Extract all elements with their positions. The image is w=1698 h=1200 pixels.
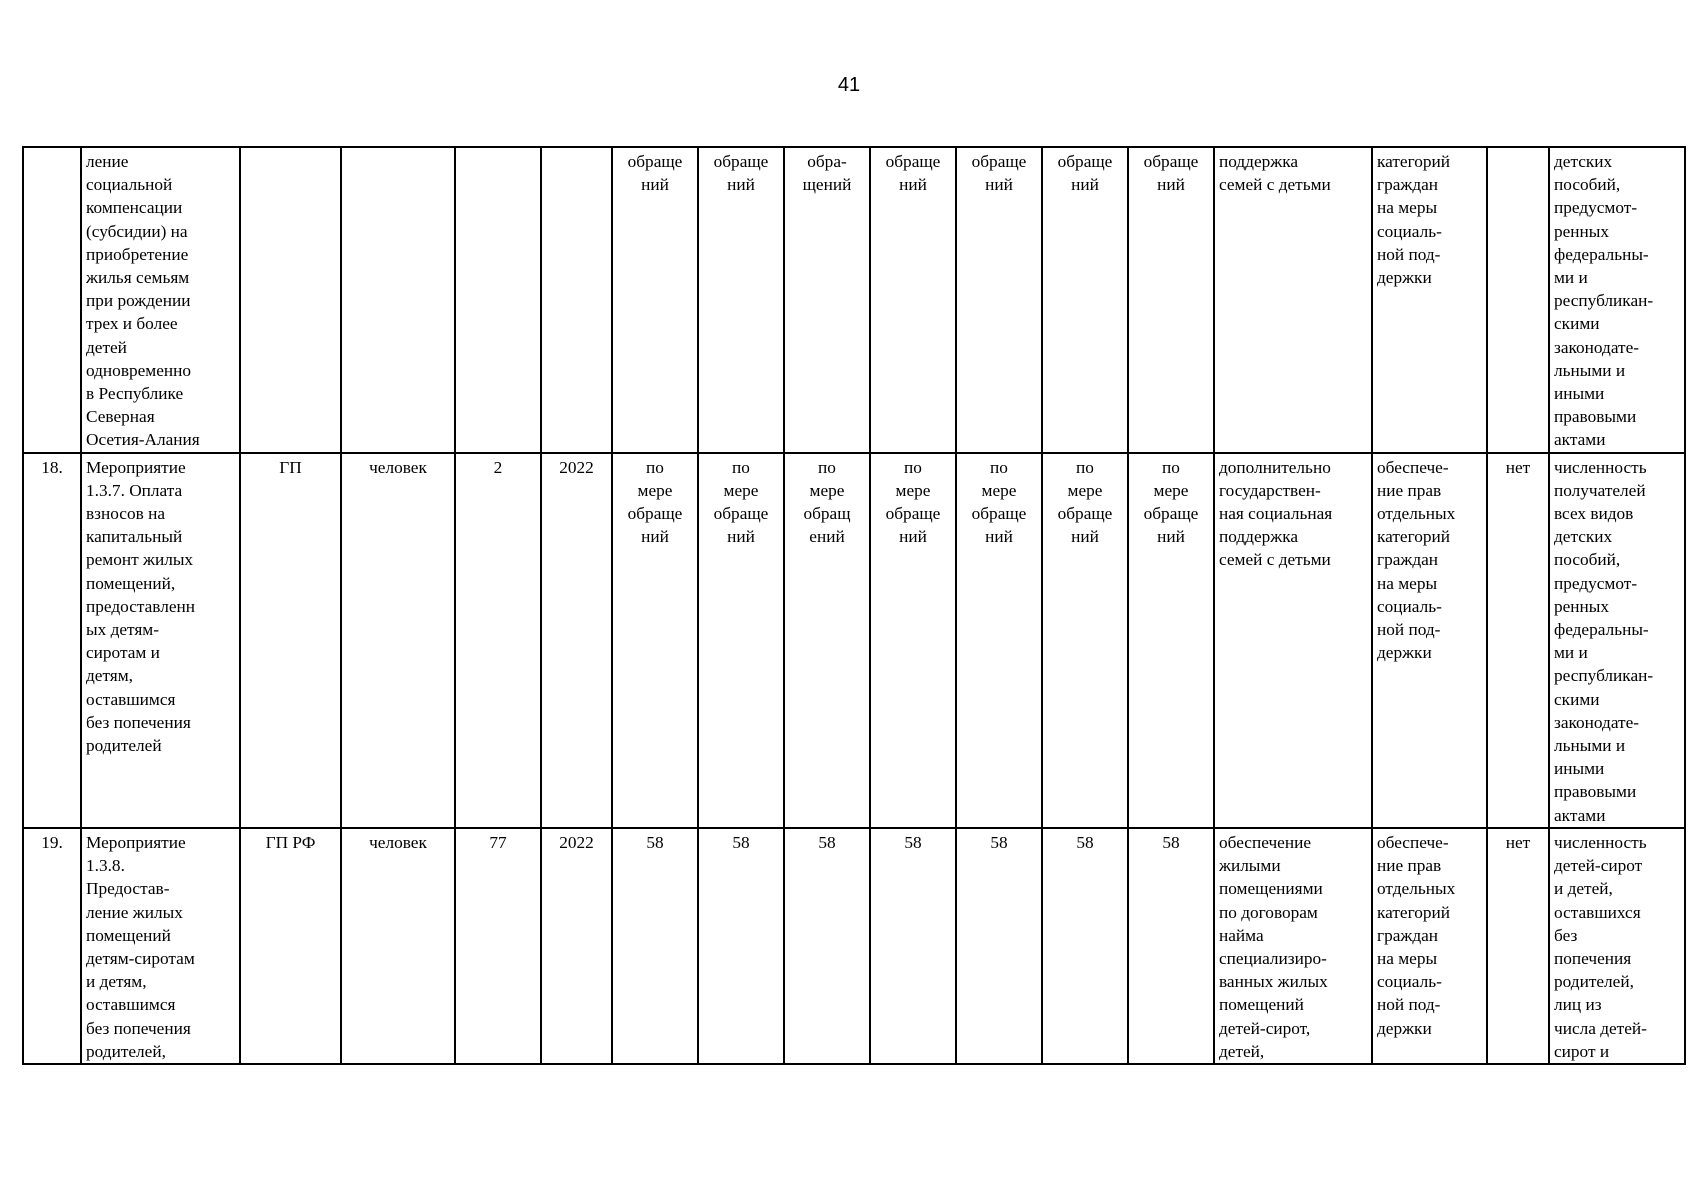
year-value-cell (784, 453, 870, 828)
cell-line: обеспече- (1377, 832, 1449, 852)
cell-line: обраще (713, 504, 769, 524)
cell-line: ний (727, 175, 755, 195)
cell-line: сирот и (1554, 1041, 1610, 1061)
cell-line: и детям, (86, 972, 147, 992)
flag-cell: нет (1487, 828, 1549, 1064)
year-value-cell (698, 147, 784, 453)
cell-line: детей (86, 337, 127, 357)
cell-line: помещений (1219, 995, 1304, 1015)
unit-cell: человек (341, 453, 455, 828)
cell-line: жилыми (1219, 856, 1281, 876)
base-year-cell: 2022 (541, 453, 612, 828)
cell-line: 58 (904, 832, 922, 852)
year-value-cell (870, 147, 956, 453)
cell-line: ний (1071, 527, 1099, 547)
cell-line: 58 (732, 832, 750, 852)
year-value-cell (1128, 147, 1214, 453)
year-value-cell (1042, 147, 1128, 453)
cell-line: семей с детьми (1219, 175, 1331, 195)
cell-line: категорий (1377, 527, 1451, 547)
measure-name-cell (81, 453, 240, 828)
cell-line: при рождении (86, 291, 191, 311)
cell-line: мере (1153, 480, 1189, 500)
year-value-cell (1128, 828, 1214, 1064)
cell-line: федеральны- (1554, 244, 1649, 264)
goal-cell (1372, 828, 1487, 1064)
result-cell (1214, 147, 1372, 453)
cell-line: найма (1219, 925, 1264, 945)
cell-line: обраще (1143, 504, 1199, 524)
cell-line: ной под- (1377, 244, 1441, 264)
cell-line: мере (809, 480, 845, 500)
cell-line: трех и более (86, 314, 178, 334)
cell-line: социаль- (1377, 972, 1442, 992)
cell-line: обраще (1057, 504, 1113, 524)
cell-line: обраще (885, 152, 941, 171)
cell-line: помещениями (1219, 879, 1323, 899)
cell-line: численность (1554, 457, 1647, 477)
cell-line: и детей, (1554, 879, 1613, 899)
cell-line: государствен- (1219, 480, 1321, 500)
cell-line: ная социальная (1219, 504, 1333, 524)
cell-line: ремонт жилых (86, 550, 194, 570)
measure-name-cell (81, 147, 240, 453)
cell-line: обеспечение (1219, 832, 1311, 852)
cell-line: категорий (1377, 152, 1451, 171)
cell-line: Осетия-Алания (86, 430, 200, 450)
cell-line: 58 (990, 832, 1008, 852)
cell-line: ной под- (1377, 620, 1441, 640)
cell-line: по (1076, 457, 1094, 477)
cell-line: правовыми (1554, 407, 1637, 427)
cell-line: отдельных (1377, 504, 1456, 524)
base-value-cell (455, 147, 541, 453)
cell-line: обраще (627, 152, 683, 171)
table-row (23, 453, 1685, 828)
cell-line: граждан (1377, 550, 1439, 570)
cell-line: на меры (1377, 573, 1438, 593)
cell-line: обеспече- (1377, 457, 1449, 477)
cell-line: иными (1554, 759, 1605, 779)
cell-line: детей-сирот, (1219, 1018, 1311, 1038)
cell-line: ние прав (1377, 480, 1442, 500)
cell-line: обраще (713, 152, 769, 171)
cell-line: держки (1377, 1018, 1432, 1038)
cell-line: по (732, 457, 750, 477)
cell-line: ний (727, 527, 755, 547)
cell-line: по (818, 457, 836, 477)
cell-line: ми и (1554, 643, 1588, 663)
year-value-cell (870, 828, 956, 1064)
cell-line: республикан- (1554, 666, 1654, 686)
cell-line: ление жилых (86, 902, 183, 922)
unit-cell: человек (341, 828, 455, 1064)
flag-cell: нет (1487, 453, 1549, 828)
cell-line: предусмот- (1554, 198, 1638, 218)
result-cell (1214, 828, 1372, 1064)
cell-line: ний (985, 527, 1013, 547)
page-number: 41 (837, 74, 861, 96)
cell-line: мере (723, 480, 759, 500)
measures-table (22, 146, 1686, 1065)
cell-line: ной под- (1377, 995, 1441, 1015)
cell-line: социальной (86, 175, 173, 195)
unit-cell (341, 147, 455, 453)
cell-line: по (1162, 457, 1180, 477)
cell-line: обраще (627, 504, 683, 524)
cell-line: ний (1071, 175, 1099, 195)
cell-line: получателей (1554, 480, 1646, 500)
table-row (23, 147, 1685, 453)
base-value-cell: 77 (455, 828, 541, 1064)
cell-line: (субсидии) на (86, 221, 188, 241)
cell-line: по договорам (1219, 902, 1318, 922)
year-value-cell (698, 453, 784, 828)
cell-line: федеральны- (1554, 620, 1649, 640)
cell-line: оставшимся (86, 995, 176, 1015)
cell-line: пособий, (1554, 175, 1621, 195)
cell-line: на меры (1377, 948, 1438, 968)
cell-line: родителей (86, 736, 162, 756)
base-year-cell: 2022 (541, 828, 612, 1064)
measure-name-cell (81, 828, 240, 1064)
cell-line: отдельных (1377, 879, 1456, 899)
indicator-cell (1549, 147, 1685, 453)
cell-line: держки (1377, 643, 1432, 663)
cell-line: обраще (971, 504, 1027, 524)
cell-line: ний (899, 527, 927, 547)
cell-line: иными (1554, 384, 1605, 404)
cell-line: поддержка (1219, 527, 1299, 547)
cell-line: дополнительно (1219, 457, 1331, 477)
cell-line: граждан (1377, 175, 1439, 195)
cell-line: без (1554, 925, 1578, 945)
cell-line: ренных (1554, 596, 1610, 616)
cell-line: оставшимся (86, 689, 176, 709)
cell-line: социаль- (1377, 221, 1442, 241)
cell-line: лиц из (1554, 995, 1602, 1015)
cell-line: ванных жилых (1219, 972, 1328, 992)
source-cell: ГП РФ (240, 828, 341, 1064)
row-number-cell (23, 147, 81, 453)
year-value-cell (1128, 453, 1214, 828)
cell-line: обращ (803, 504, 851, 524)
cell-line: помещений, (86, 573, 176, 593)
year-value-cell (698, 828, 784, 1064)
cell-line: 58 (646, 832, 664, 852)
cell-line: социаль- (1377, 596, 1442, 616)
cell-line: предусмот- (1554, 573, 1638, 593)
cell-line: всех видов (1554, 504, 1634, 524)
year-value-cell (612, 453, 698, 828)
cell-line: Мероприятие (86, 832, 186, 852)
cell-line: правовыми (1554, 782, 1637, 802)
cell-line: ний (641, 175, 669, 195)
cell-line: взносов на (86, 504, 166, 524)
cell-line: Предостав- (86, 879, 170, 899)
cell-line: ых детям- (86, 620, 159, 640)
year-value-cell (612, 828, 698, 1064)
base-value-cell: 2 (455, 453, 541, 828)
cell-line: ление (86, 152, 129, 171)
cell-line: льными и (1554, 360, 1626, 380)
cell-line: ний (1157, 527, 1185, 547)
indicator-cell (1549, 453, 1685, 828)
row-number-cell: 19. (23, 828, 81, 1064)
cell-line: родителей, (1554, 972, 1634, 992)
year-value-cell (956, 147, 1042, 453)
cell-line: граждан (1377, 925, 1439, 945)
cell-line: обраще (1143, 152, 1199, 171)
goal-cell (1372, 453, 1487, 828)
cell-line: пособий, (1554, 550, 1621, 570)
table-row (23, 828, 1685, 1064)
source-cell (240, 147, 341, 453)
cell-line: 58 (1162, 832, 1180, 852)
cell-line: мере (981, 480, 1017, 500)
cell-line: без попечения (86, 712, 191, 732)
cell-line: обраще (971, 152, 1027, 171)
cell-line: законодате- (1554, 337, 1640, 357)
cell-line: одновременно (86, 360, 192, 380)
cell-line: 58 (1076, 832, 1094, 852)
cell-line: Мероприятие (86, 457, 186, 477)
cell-line: попечения (1554, 948, 1632, 968)
cell-line: 1.3.7. Оплата (86, 480, 183, 500)
cell-line: ний (641, 527, 669, 547)
indicator-cell (1549, 828, 1685, 1064)
cell-line: ний (1157, 175, 1185, 195)
cell-line: на меры (1377, 198, 1438, 218)
cell-line: в Республике (86, 384, 184, 404)
source-cell: ГП (240, 453, 341, 828)
cell-line: детям-сиротам (86, 948, 195, 968)
goal-cell (1372, 147, 1487, 453)
row-number-cell: 18. (23, 453, 81, 828)
cell-line: ренных (1554, 221, 1610, 241)
flag-cell (1487, 147, 1549, 453)
cell-line: ний (985, 175, 1013, 195)
cell-line: держки (1377, 268, 1432, 288)
cell-line: детям, (86, 666, 133, 686)
year-value-cell (956, 453, 1042, 828)
cell-line: капитальный (86, 527, 183, 547)
cell-line: 1.3.8. (86, 856, 125, 876)
year-value-cell (870, 453, 956, 828)
cell-line: детей, (1219, 1041, 1265, 1061)
cell-line: мере (1067, 480, 1103, 500)
cell-line: специализиро- (1219, 948, 1327, 968)
year-value-cell (1042, 828, 1128, 1064)
cell-line: без попечения (86, 1018, 191, 1038)
cell-line: мере (637, 480, 673, 500)
cell-line: поддержка (1219, 152, 1299, 171)
cell-line: обраще (1057, 152, 1113, 171)
cell-line: Северная (86, 407, 155, 427)
cell-line: скими (1554, 314, 1600, 334)
year-value-cell (956, 828, 1042, 1064)
cell-line: 58 (818, 832, 836, 852)
cell-line: по (990, 457, 1008, 477)
cell-line: приобретение (86, 244, 189, 264)
cell-line: предоставленн (86, 596, 196, 616)
year-value-cell (784, 147, 870, 453)
cell-line: республикан- (1554, 291, 1654, 311)
cell-line: сиротам и (86, 643, 160, 663)
cell-line: жилья семьям (86, 268, 190, 288)
year-value-cell (612, 147, 698, 453)
cell-line: ний (899, 175, 927, 195)
cell-line: помещений (86, 925, 171, 945)
cell-line: обра- (807, 152, 847, 171)
cell-line: актами (1554, 805, 1606, 825)
cell-line: по (904, 457, 922, 477)
cell-line: оставшихся (1554, 902, 1641, 922)
cell-line: детских (1554, 527, 1613, 547)
cell-line: численность (1554, 832, 1647, 852)
cell-line: ние прав (1377, 856, 1442, 876)
cell-line: ений (809, 527, 845, 547)
cell-line: родителей, (86, 1041, 166, 1061)
cell-line: ми и (1554, 268, 1588, 288)
result-cell (1214, 453, 1372, 828)
cell-line: семей с детьми (1219, 550, 1331, 570)
base-year-cell (541, 147, 612, 453)
cell-line: мере (895, 480, 931, 500)
year-value-cell (784, 828, 870, 1064)
cell-line: компенсации (86, 198, 183, 218)
cell-line: льными и (1554, 736, 1626, 756)
cell-line: категорий (1377, 902, 1451, 922)
cell-line: скими (1554, 689, 1600, 709)
cell-line: числа детей- (1554, 1018, 1647, 1038)
cell-line: актами (1554, 430, 1606, 450)
cell-line: законодате- (1554, 712, 1640, 732)
cell-line: по (646, 457, 664, 477)
cell-line: обраще (885, 504, 941, 524)
cell-line: щений (802, 175, 852, 195)
cell-line: детских (1554, 152, 1613, 171)
year-value-cell (1042, 453, 1128, 828)
cell-line: детей-сирот (1554, 856, 1643, 876)
